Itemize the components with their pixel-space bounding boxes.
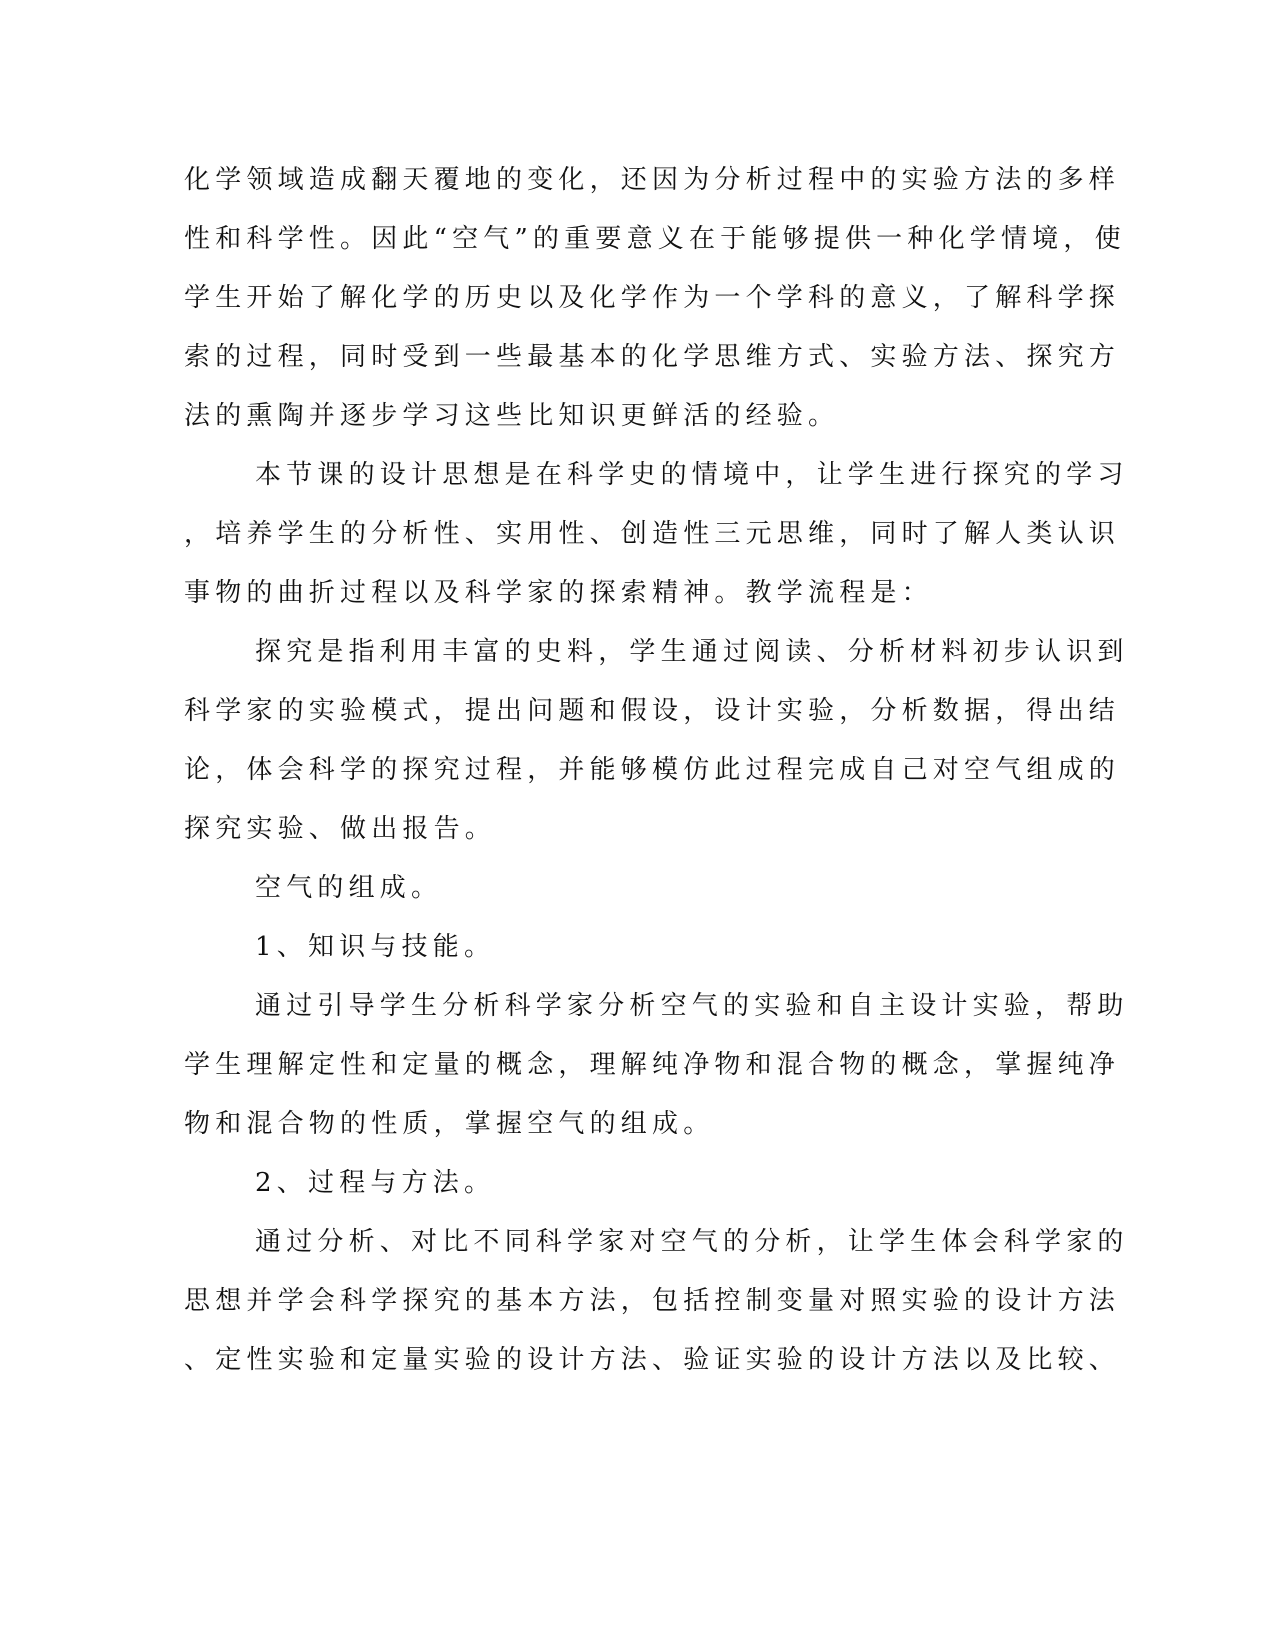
text-line-15: 通过引导学生分析科学家分析空气的实验和自主设计实验，帮助 xyxy=(255,991,1129,1021)
text-line-12: 探究实验、做出报告。 xyxy=(184,814,497,844)
text-line-13: 空气的组成。 xyxy=(255,873,443,903)
text-line-19: 通过分析、对比不同科学家对空气的分析，让学生体会科学家的 xyxy=(255,1227,1129,1257)
text-line-5: 法的熏陶并逐步学习这些比知识更鲜活的经验。 xyxy=(184,401,840,431)
text-line-21: 、定性实验和定量实验的设计方法、验证实验的设计方法以及比较、 xyxy=(184,1345,1121,1375)
text-line-7: ，培养学生的分析性、实用性、创造性三元思维，同时了解人类认识 xyxy=(184,519,1121,549)
text-line-9: 探究是指利用丰富的史料，学生通过阅读、分析材料初步认识到 xyxy=(255,637,1129,667)
text-line-20: 思想并学会科学探究的基本方法，包括控制变量对照实验的设计方法 xyxy=(184,1286,1121,1316)
text-line-1: 化学领域造成翻天覆地的变化，还因为分析过程中的实验方法的多样 xyxy=(184,165,1121,195)
text-line-3: 学生开始了解化学的历史以及化学作为一个学科的意义，了解科学探 xyxy=(184,283,1121,313)
text-line-17: 物和混合物的性质，掌握空气的组成。 xyxy=(184,1109,715,1139)
text-line-2: 性和科学性。因此“空气”的重要意义在于能够提供一种化学情境，使 xyxy=(184,224,1126,254)
text-line-10: 科学家的实验模式，提出问题和假设，设计实验，分析数据，得出结 xyxy=(184,696,1121,726)
text-line-11: 论，体会科学的探究过程，并能够模仿此过程完成自己对空气组成的 xyxy=(184,755,1121,785)
text-line-18: 2、过程与方法。 xyxy=(255,1168,496,1198)
text-line-8: 事物的曲折过程以及科学家的探索精神。教学流程是： xyxy=(184,578,933,608)
text-line-6: 本节课的设计思想是在科学史的情境中，让学生进行探究的学习 xyxy=(255,460,1129,490)
text-line-16: 学生理解定性和定量的概念，理解纯净物和混合物的概念，掌握纯净 xyxy=(184,1050,1121,1080)
text-line-4: 索的过程，同时受到一些最基本的化学思维方式、实验方法、探究方 xyxy=(184,342,1121,372)
text-line-14: 1、知识与技能。 xyxy=(255,932,496,962)
